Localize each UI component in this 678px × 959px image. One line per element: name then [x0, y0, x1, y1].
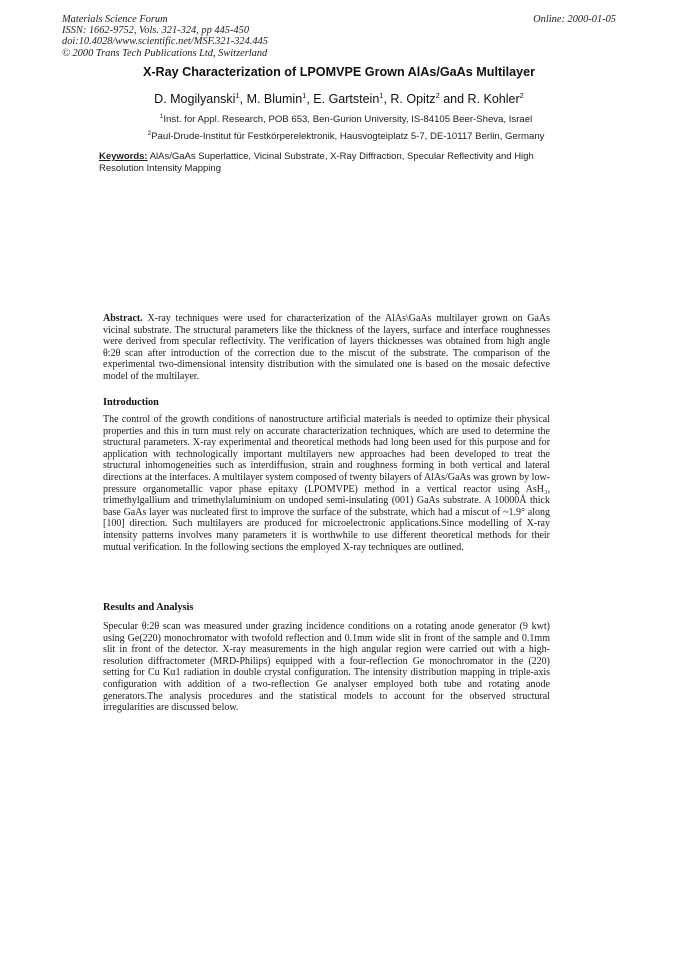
introduction-text: The control of the growth conditions of nanostructure artificial materials is needed to optimize their physical properties and this in turn must rely on accurate characterization techniques, which are used to determine the structural parameters. X-ray experimental and theoretical methods had long been used for this purpose and for application with technologically important multilayers new approaches had been developed to treat the structural inhomogeneities such as interdiffusion, strain and roughness forming in both vertical and lateral directions at the interfaces. A multilayer system composed of twenty bilayers of AlAs/GaAs was grown by low-pressure organometallic vapor phase epitaxy (LPOMVPE) method in a vertical reactor using AsH₃, trimethylgallium and trimethylaluminium on undoped semi-insulating (001) GaAs substrate. A 10000Å thick base GaAs layer was nucleated first to improve the surface of the substrate, which had a miscut of ~1.9° along [100] direction. Such multilayers are produced for microelectronic applications.Since modelling of X-ray intensity patterns involves many parameters it is worthwhile to use different theoretical methods for their mutual verification. In the following sections the employed X-ray techniques are outlined. [103, 414, 550, 553]
journal-issn: ISSN: 1662-9752, Vols. 321-324, pp 445-450 [62, 25, 250, 37]
author: M. Blumin [246, 92, 303, 107]
affiliation-number: 1 [159, 113, 164, 120]
paper-title: X-Ray Characterization of LPOMVPE Grown AlAs/GaAs Multilayer [142, 65, 536, 79]
affiliation-number: 2 [147, 130, 152, 137]
journal-name: Materials Science Forum [62, 14, 168, 25]
author-affil-mark: 1 [302, 91, 307, 100]
online-date: Online: 2000-01-05 [533, 14, 616, 25]
abstract-text: X-ray techniques were used for characterization of the AlAs\GaAs multilayer grown on GaAs vicinal substrate. The structural parameters like the thickness of the layers, surface and interface roughnesses were derived from specular reflectivity. The verification of layers thicknesses was obtained from high angle θ:2θ scan after introduction of the correction due to the miscut of the substrate. The comparison of the experimental two-dimensional intensity distribution with the simulated one is based on the mosaic defective model of the multilayer. [103, 313, 550, 382]
journal-copyright: © 2000 Trans Tech Publications Ltd, Switzerland [62, 47, 268, 59]
author: R. Kohler [467, 92, 520, 107]
author: E. Gartstein [313, 92, 380, 107]
author-affil-mark: 2 [519, 91, 524, 100]
results-text: Specular θ:2θ scan was measured under grazing incidence conditions on a rotating anode generator (9 kwt) using Ge(220) monochromator with twofold reflection and 0.1mm wide slit in front of the sample and 0.1mm slit in front of the detector. X-ray measurements in the high angular region were carried out with a high-resolution diffractometer (MRD-Philips) equipped with a four-reflection Ge monochromator in the (220) setting for Cu Kα1 radiation in double crystal configuration. The intensity distribution mapping in triple-axis configuration with addition of a two-reflection Ge analyser employed both tube and rotating anode generators.The analysis procedures and the statistical models to account for the observed structural irregularities are discussed below. [103, 621, 550, 714]
affiliation-1 [0, 113, 678, 125]
results-heading: Results and Analysis [103, 602, 194, 613]
author-affil-mark: 1 [379, 91, 384, 100]
author-affil-mark: 1 [235, 91, 240, 100]
abstract-label: Abstract. [103, 313, 143, 324]
abstract [103, 313, 550, 383]
introduction-heading: Introduction [103, 397, 159, 408]
author-list: D. Mogilyanski$^1$, M. Blumin$^1$, E. Gartstein$^1$, R. Opitz$^2$ and R. Kohler$^2$ [154, 91, 524, 107]
keywords [99, 151, 559, 175]
affiliation-text: Inst. for Appl. Research, POB 653, Ben-Gurion University, IS-84105 Beer-Sheva, Israel [163, 114, 533, 126]
journal-header [62, 14, 362, 59]
author: R. Opitz [390, 92, 436, 107]
affiliation-text: Paul-Drude-Institut für Festkörperelektronik, Hausvogteiplatz 5-7, DE-10117 Berlin, Germany [151, 131, 545, 143]
keywords-label: Keywords: [99, 151, 148, 162]
affiliation-2 [0, 130, 678, 142]
author-affil-mark: 2 [435, 91, 440, 100]
author: D. Mogilyanski [154, 92, 236, 107]
journal-doi: doi:10.4028/www.scientific.net/MSF.321-324.445 [62, 36, 268, 48]
keywords-text: AlAs/GaAs Superlattice, Vicinal Substrate, X-Ray Diffraction, Specular Reflectivity and High Resolution Intensity Mapping [99, 151, 534, 174]
